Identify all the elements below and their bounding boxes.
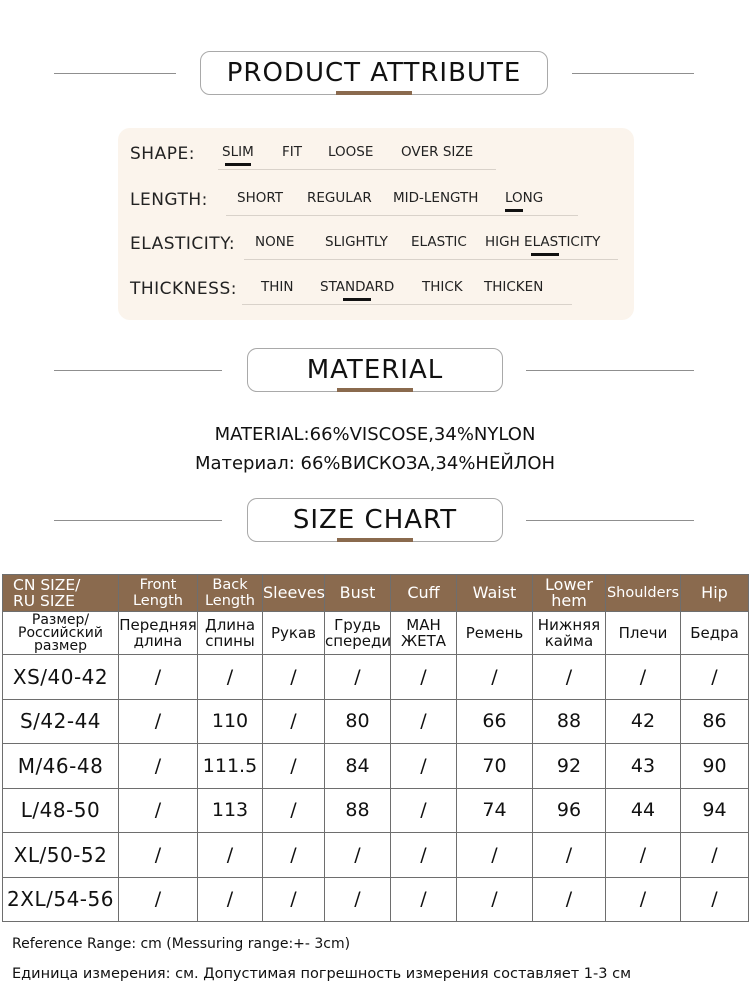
measurement-cell: 96 [533,788,606,833]
measurement-cell: / [391,833,457,878]
size-cell: L/48-50 [3,788,119,833]
measurement-cell: / [457,877,533,922]
measurement-cell: / [263,877,325,922]
size-cell: XS/40-42 [3,655,119,700]
measurement-cell: / [533,877,606,922]
product-attribute-title-box [200,51,548,95]
measurement-cell: / [119,877,198,922]
measurement-cell: 110 [198,699,263,744]
measurement-cell: 80 [325,699,391,744]
measurement-cell: 86 [681,699,749,744]
measurement-cell: / [198,877,263,922]
table-row [3,655,749,700]
measurement-cell: / [325,655,391,700]
measurement-cell: / [119,655,198,700]
column-header-ru: МАН ЖЕТА [391,612,457,655]
measurement-cell: / [198,655,263,700]
column-header-ru: Передняя длина [119,612,198,655]
measurement-cell: / [325,833,391,878]
attribute-option: STANDARD [320,279,394,295]
attribute-label: THICKNESS: [130,279,237,299]
selected-marker [343,298,371,301]
attribute-option: OVER SIZE [401,144,474,160]
table-row [3,744,749,789]
title-underline [336,91,412,95]
attribute-option: SLIGHTLY [325,234,388,250]
measurement-note-ru: Единица измерения: см. Допустимая погрешность измерения составляет 1-3 см [12,966,632,982]
measurement-cell: / [119,699,198,744]
measurement-cell: 111.5 [198,744,263,789]
measurement-cell: 84 [325,744,391,789]
attribute-option: SLIM [222,144,254,160]
column-header-ru: Рукав [263,612,325,655]
measurement-cell: / [606,655,681,700]
selected-marker [531,253,559,256]
reference-range-note: Reference Range: cm (Messuring range:+- 3cm) [12,936,351,952]
size-chart-title: SIZE CHART [292,505,458,535]
size-cell: 2XL/54-56 [3,877,119,922]
measurement-cell: / [119,833,198,878]
attribute-row-thickness [118,275,634,305]
attribute-option: ELASTIC [411,234,467,250]
divider-right [526,520,694,521]
attribute-option: HIGH ELASTICITY [485,234,600,250]
title-underline [337,388,413,392]
attribute-underline [244,259,618,260]
attribute-underline [218,169,496,170]
measurement-cell: / [325,877,391,922]
column-header-ru: Длина спины [198,612,263,655]
measurement-cell: / [391,699,457,744]
product-attribute-header [0,51,750,97]
column-header: Hip [681,575,749,612]
measurement-cell: / [681,833,749,878]
title-underline [337,538,413,542]
table-header-row-ru [3,612,749,655]
material-header [0,348,750,394]
size-chart-header [0,498,750,544]
attribute-option: REGULAR [307,190,372,206]
measurement-cell: 90 [681,744,749,789]
attribute-row-shape [118,140,634,170]
size-column-header-ru: Размер/ Российский размер [3,612,119,655]
measurement-cell: 88 [533,699,606,744]
divider-left [54,73,176,74]
column-header: Shoulders [606,575,681,612]
measurement-cell: / [263,833,325,878]
column-header: Front Length [119,575,198,612]
measurement-cell: / [391,744,457,789]
attribute-option: THIN [261,279,294,295]
measurement-cell: 44 [606,788,681,833]
attribute-row-elasticity [118,230,634,260]
measurement-cell: / [263,655,325,700]
size-chart-table [2,574,749,922]
attribute-label: ELASTICITY: [130,234,236,254]
table-row [3,833,749,878]
column-header-ru: Бедра [681,612,749,655]
selected-marker [505,209,523,212]
measurement-cell: / [606,833,681,878]
measurement-cell: 113 [198,788,263,833]
attribute-option: SHORT [237,190,283,206]
measurement-cell: / [391,788,457,833]
column-header-ru: Грудь спереди [325,612,391,655]
attribute-underline [226,215,578,216]
measurement-cell: / [263,699,325,744]
measurement-cell: / [198,833,263,878]
size-cell: S/42-44 [3,699,119,744]
attribute-underline [242,304,572,305]
table-row [3,699,749,744]
material-composition [0,420,750,478]
measurement-cell: / [391,655,457,700]
column-header-ru: Ремень [457,612,533,655]
measurement-cell: / [533,655,606,700]
divider-left [54,520,222,521]
measurement-cell: / [681,877,749,922]
measurement-cell: / [263,744,325,789]
measurement-cell: 70 [457,744,533,789]
size-cell: M/46-48 [3,744,119,789]
table-header-row-en [3,575,749,612]
measurement-cell: / [263,788,325,833]
column-header-ru: Плечи [606,612,681,655]
material-composition-en: MATERIAL:66%VISCOSE,34%NYLON [214,424,536,445]
attribute-label: SHAPE: [130,144,195,164]
measurement-cell: 74 [457,788,533,833]
measurement-cell: / [681,655,749,700]
column-header: Back Length [198,575,263,612]
column-header: Sleeves [263,575,325,612]
column-header: Bust [325,575,391,612]
attribute-option: NONE [255,234,295,250]
footnotes [12,934,742,984]
attribute-option: THICK [422,279,463,295]
material-title-box [247,348,503,392]
divider-right [572,73,694,74]
measurement-cell: 43 [606,744,681,789]
size-column-header: CN SIZE/ RU SIZE [3,575,119,612]
measurement-cell: / [606,877,681,922]
measurement-cell: 66 [457,699,533,744]
measurement-cell: / [457,655,533,700]
attribute-option: MID-LENGTH [393,190,479,206]
attribute-option: LONG [505,190,543,206]
attribute-panel [118,128,634,320]
measurement-cell: 92 [533,744,606,789]
measurement-cell: 94 [681,788,749,833]
divider-left [54,370,222,371]
attribute-option: FIT [282,144,302,160]
measurement-cell: 42 [606,699,681,744]
column-header: Lower hem [533,575,606,612]
measurement-cell: / [119,788,198,833]
attribute-row-length [118,186,634,216]
measurement-cell: / [533,833,606,878]
measurement-cell: / [119,744,198,789]
measurement-cell: / [457,833,533,878]
selected-marker [225,163,251,166]
product-attribute-title: PRODUCT ATTRIBUTE [226,58,522,88]
measurement-cell: 88 [325,788,391,833]
table-row [3,877,749,922]
column-header-ru: Нижняя кайма [533,612,606,655]
column-header: Waist [457,575,533,612]
column-header: Cuff [391,575,457,612]
measurement-cell: / [391,877,457,922]
table-row [3,788,749,833]
size-cell: XL/50-52 [3,833,119,878]
divider-right [526,370,694,371]
material-composition-ru: Материал: 66%ВИСКОЗА,34%НЕЙЛОН [194,453,556,474]
attribute-label: LENGTH: [130,190,208,210]
attribute-option: LOOSE [328,144,374,160]
attribute-option: THICKEN [484,279,544,295]
material-title: MATERIAL [306,355,444,385]
size-chart-title-box [247,498,503,542]
